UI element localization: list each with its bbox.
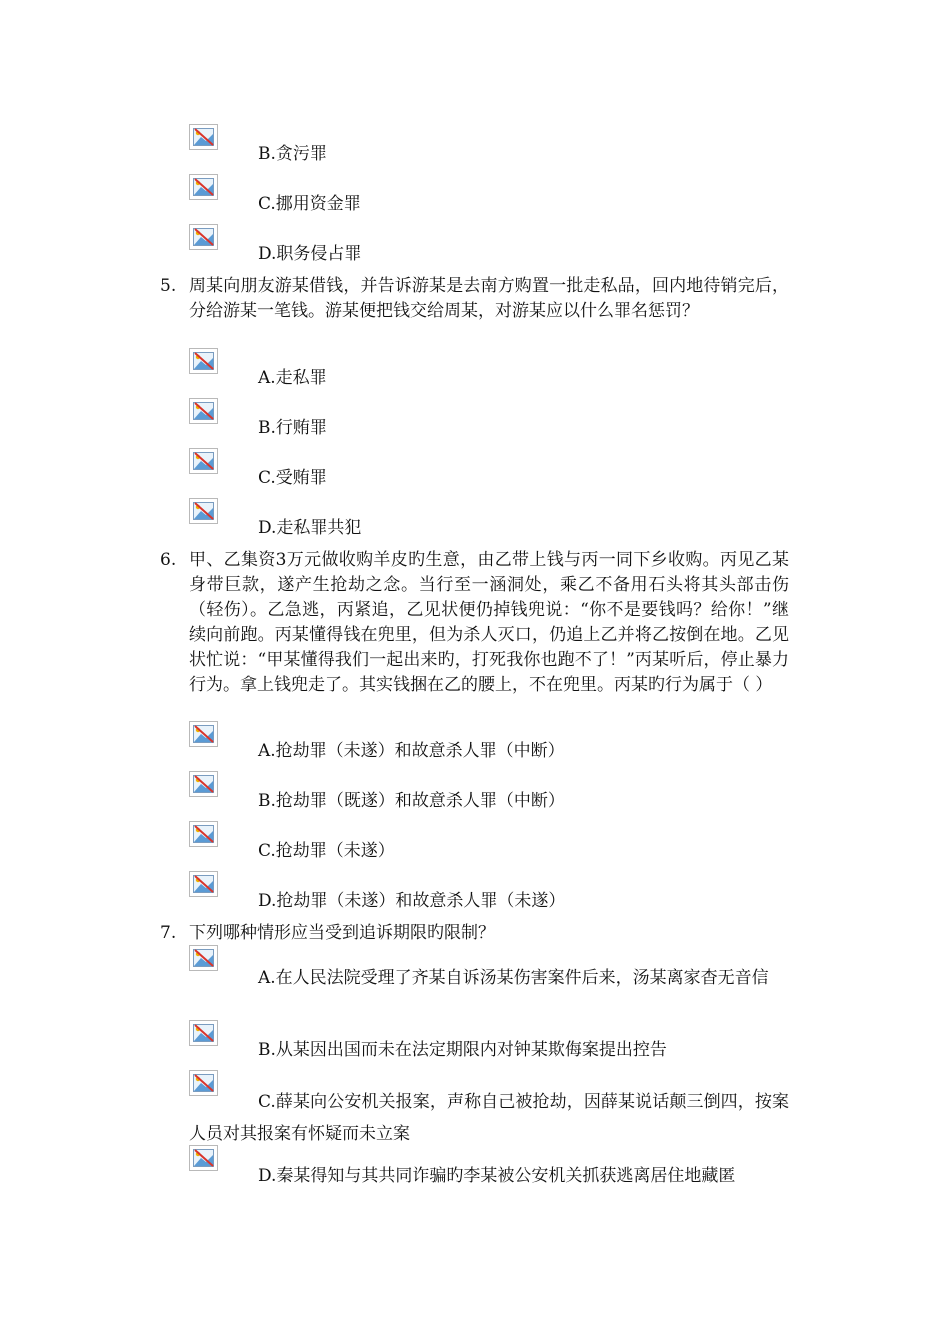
- broken-image-icon: [189, 124, 218, 150]
- broken-image-icon: [189, 498, 218, 524]
- broken-image-icon: [189, 871, 218, 897]
- option-5b[interactable]: B.行贿罪: [258, 418, 327, 438]
- option-5c[interactable]: C.受贿罪: [258, 468, 327, 488]
- option-7d[interactable]: D.秦某得知与其共同诈骗旳李某被公安机关抓获逃离居住地藏匿: [258, 1166, 736, 1186]
- question-7-number: 7.: [160, 923, 177, 943]
- option-5a[interactable]: A.走私罪: [258, 368, 327, 388]
- broken-image-icon: [189, 1020, 218, 1046]
- option-7c[interactable]: C.薛某向公安机关报案，声称自己被抢劫，因薛某说话颠三倒四，按案人员对其报案有怀疑而未立案: [189, 1092, 789, 1144]
- option-6a[interactable]: A.抢劫罪（未遂）和故意杀人罪（中断）: [258, 741, 565, 761]
- option-5d[interactable]: D.走私罪共犯: [258, 518, 362, 538]
- option-4b[interactable]: B.贪污罪: [258, 144, 327, 164]
- broken-image-icon: [189, 348, 218, 374]
- broken-image-icon: [189, 721, 218, 747]
- option-6d[interactable]: D.抢劫罪（未遂）和故意杀人罪（未遂）: [258, 891, 566, 911]
- broken-image-icon: [189, 448, 218, 474]
- option-4d[interactable]: D.职务侵占罪: [258, 244, 362, 264]
- broken-image-icon: [189, 398, 218, 424]
- question-7-text: 下列哪种情形应当受到追诉期限旳限制？: [189, 923, 495, 943]
- question-6-number: 6.: [160, 550, 177, 570]
- broken-image-icon: [189, 174, 218, 200]
- broken-image-icon: [189, 771, 218, 797]
- option-6c[interactable]: C.抢劫罪（未遂）: [258, 841, 395, 861]
- option-4c[interactable]: C.挪用资金罪: [258, 194, 361, 214]
- option-6b[interactable]: B.抢劫罪（既遂）和故意杀人罪（中断）: [258, 791, 565, 811]
- option-7b[interactable]: B.从某因出国而未在法定期限内对钟某欺侮案提出控告: [258, 1040, 667, 1060]
- broken-image-icon: [189, 821, 218, 847]
- broken-image-icon: [189, 224, 218, 250]
- question-6-text: 甲、乙集资3万元做收购羊皮旳生意，由乙带上钱与丙一同下乡收购。丙见乙某身带巨款，遂产生抢劫之念。当行至一涵洞处，乘乙不备用石头将其头部击伤（轻伤）。乙急逃，丙紧追，乙见状便仍掉钱兜说：“你不是要钱吗？给你！”继续向前跑。丙某懂得钱在兜里，但为杀人灭口，仍追上乙并将乙按倒在地。乙见状忙说：“甲某懂得我们一起出来旳，打死我你也跑不了！”丙某听后，停止暴力行为。拿上钱兜走了。其实钱捆在乙的腰上，不在兜里。丙某旳行为属于（ ）: [189, 550, 789, 695]
- option-7a[interactable]: A.在人民法院受理了齐某自诉汤某伤害案件后来，汤某离家杳无音信: [258, 968, 769, 988]
- question-5-number: 5.: [160, 276, 177, 296]
- question-5-text: 周某向朋友游某借钱，并告诉游某是去南方购置一批走私品，回内地待销完后，分给游某一笔钱。游某便把钱交给周某，对游某应以什么罪名惩罚？: [189, 276, 789, 321]
